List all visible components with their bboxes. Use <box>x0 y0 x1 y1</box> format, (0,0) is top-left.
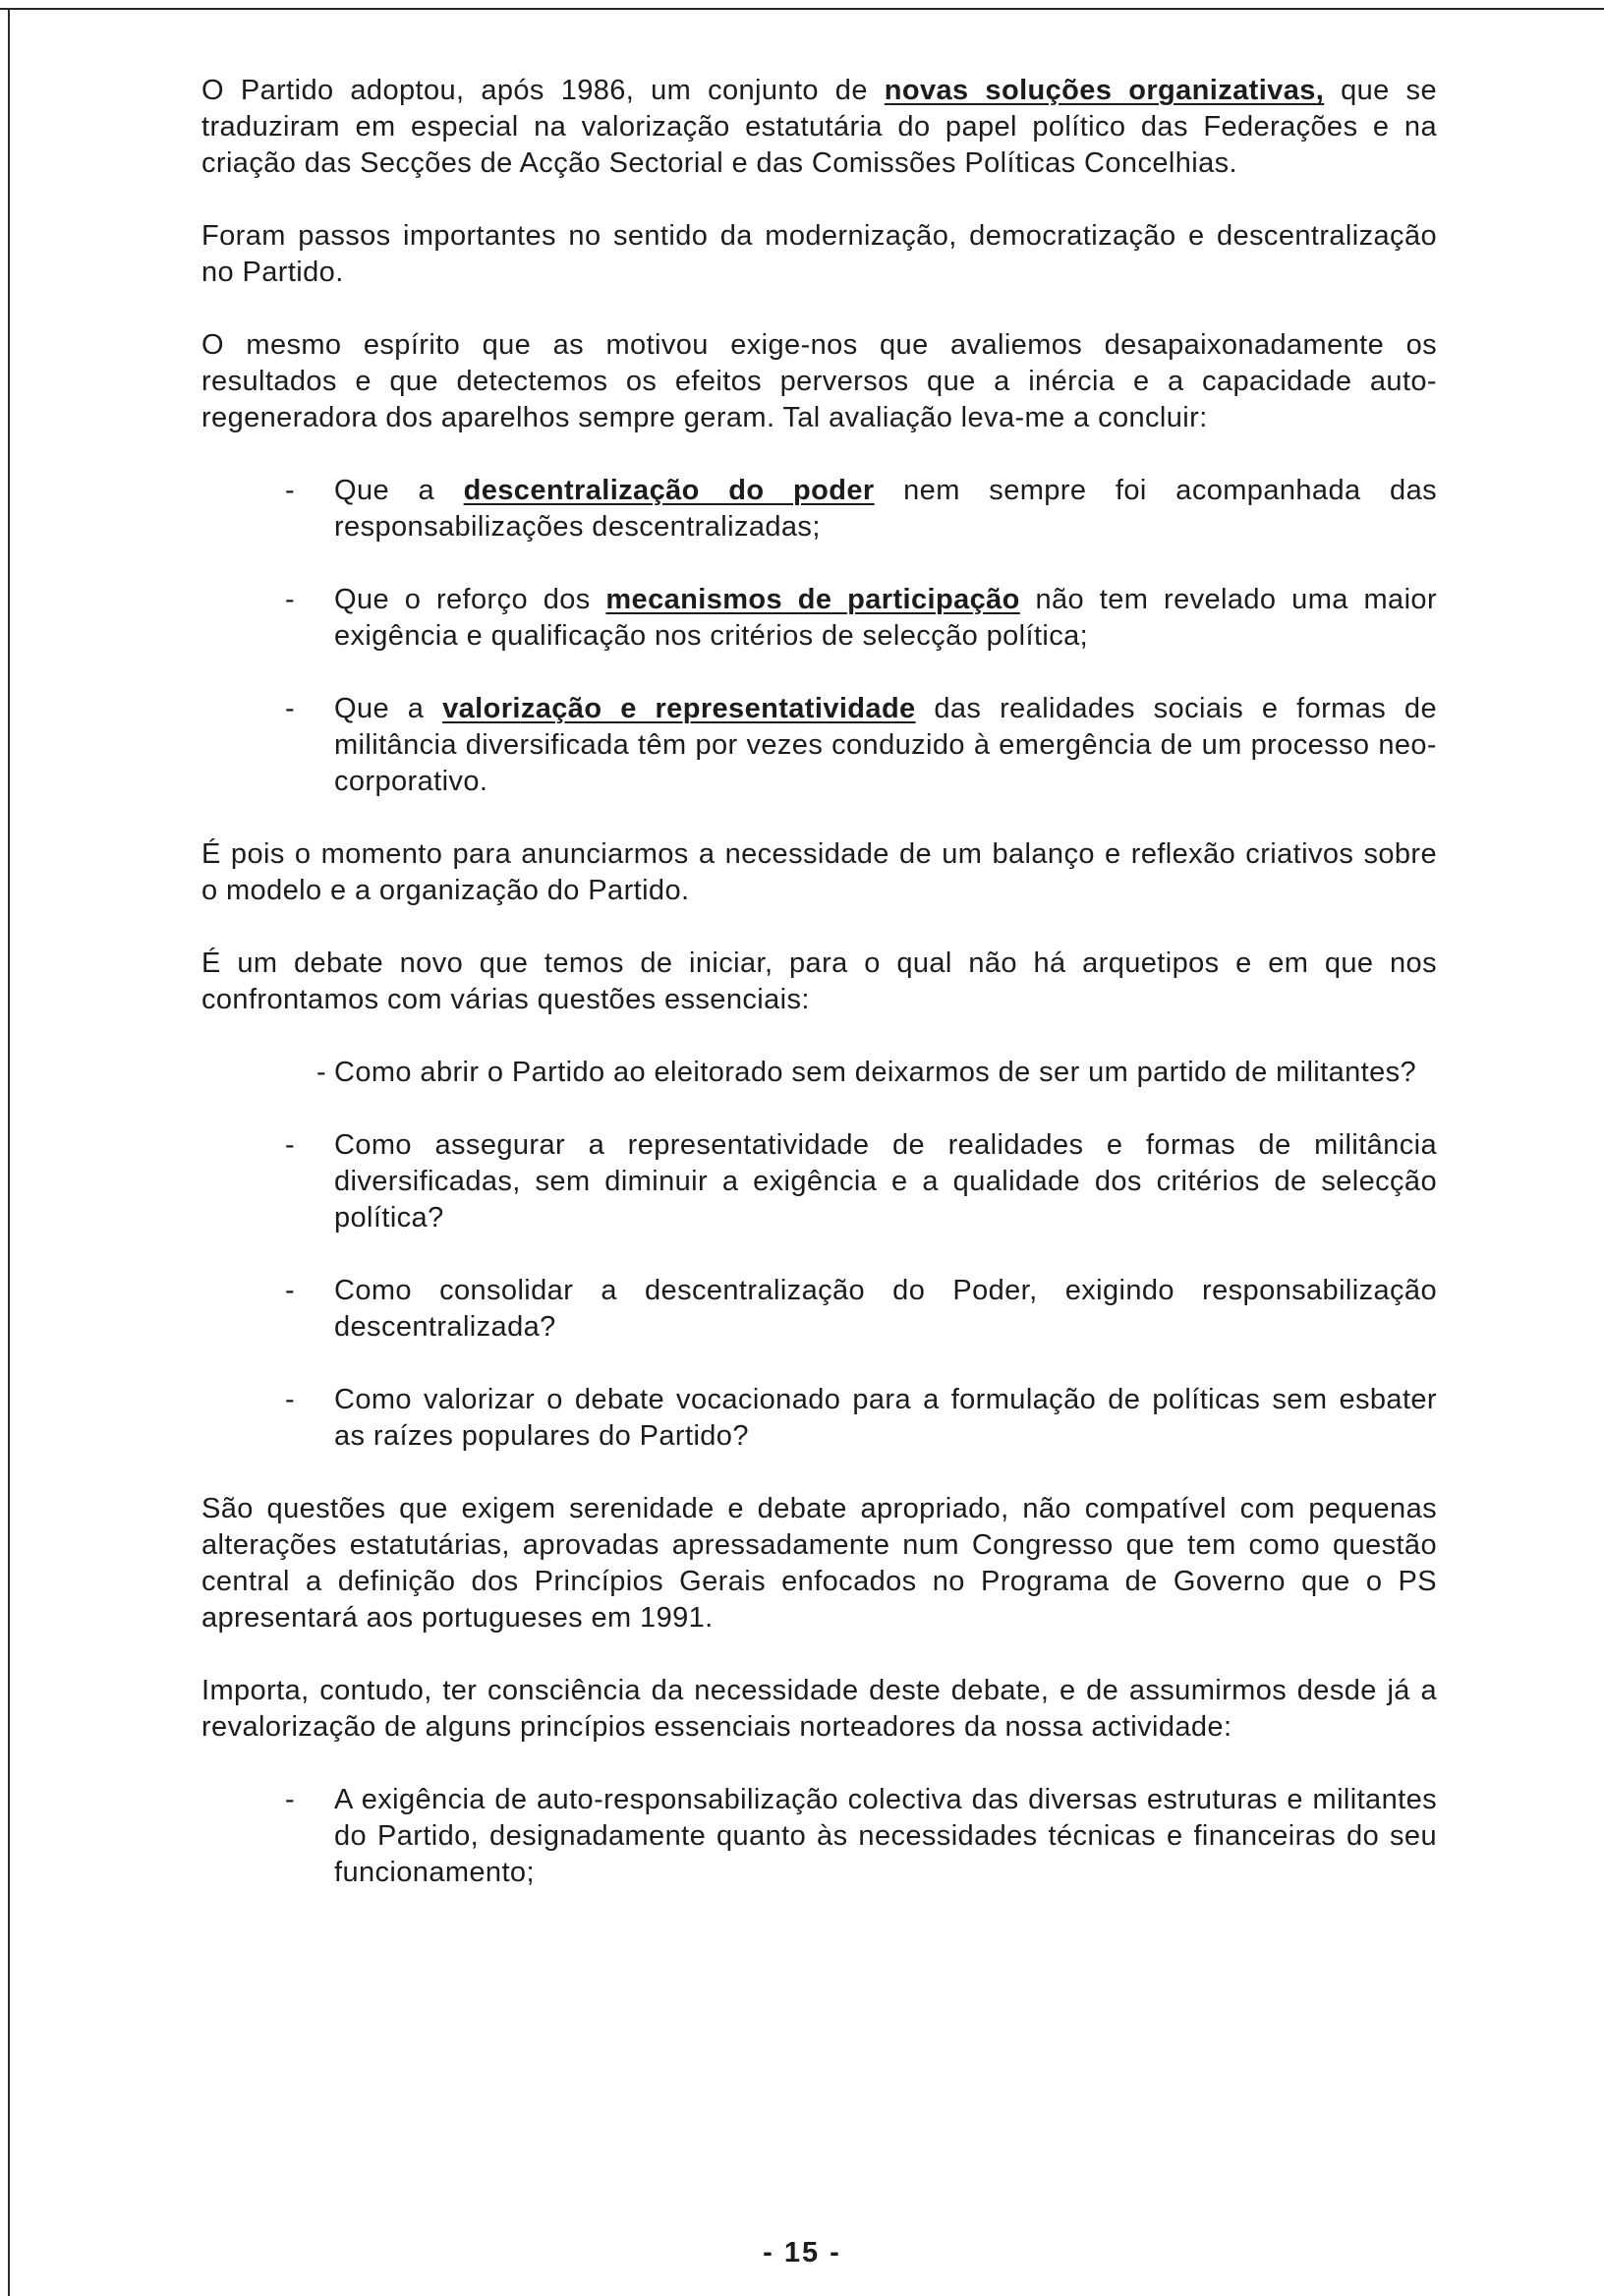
list-dash: - <box>285 1384 296 1415</box>
item-text: Como assegurar a representatividade de realidades e formas de militância diversificadas, sem diminuir a exigência e a qualidade dos critérios de selecção política? <box>334 1129 1437 1234</box>
list-item <box>201 1055 1437 1091</box>
item-text: Que a <box>334 475 464 506</box>
list-dash: - <box>316 1057 327 1088</box>
item-text: Que o reforço dos <box>334 584 606 615</box>
paragraph-text: que se traduziram em especial na valorização estatutária do papel político das Federações e na criação das Secções de Acção Sectorial e das Comissões Políticas Concelhias. <box>201 75 1437 179</box>
list-item <box>201 582 1437 655</box>
paragraph-important-steps: Foram passos importantes no sentido da modernização, democratização e descentralização no Partido. <box>201 220 1437 288</box>
list-dash: - <box>285 1275 296 1306</box>
emphasis-valorizacao: valorização e representatividade <box>442 693 916 724</box>
paragraph-text: O Partido adoptou, após 1986, um conjunto de <box>201 75 885 106</box>
list-item <box>201 473 1437 545</box>
item-text: Como abrir o Partido ao eleitorado sem deixarmos de ser um partido de militantes? <box>334 1057 1417 1088</box>
item-text: Como consolidar a descentralização do Poder, exigindo responsabilização descentralizada? <box>334 1275 1437 1343</box>
list-item <box>201 691 1437 800</box>
emphasis-mecanismos: mecanismos de participação <box>605 584 1020 615</box>
document-body <box>201 73 1437 1927</box>
item-text: não tem revelado uma maior exigência e qualificação nos critérios de selecção política; <box>334 584 1438 652</box>
item-text: nem sempre foi acompanhada das responsabilizações descentralizadas; <box>334 475 1437 543</box>
paragraph-importance: Importa, contudo, ter consciência da necessidade deste debate, e de assumirmos desde já a revalorização de alguns princípios essenciais norteadores da nossa actividade: <box>201 1675 1437 1743</box>
list-dash: - <box>285 1129 296 1161</box>
item-text: A exigência de auto-responsabilização colectiva das diversas estruturas e militantes do Partido, designadamente quanto às necessidades técnicas e financeiras do seu funcionamento; <box>334 1784 1437 1888</box>
paragraph-same-spirit: O mesmo espírito que as motivou exige-nos que avaliemos desapaixonadamente os resultados e que detectemos os efeitos perversos que a inércia e a capacidade auto-regeneradora dos aparelhos sempre geram. Tal avaliação leva-me a concluir: <box>201 329 1437 433</box>
list-dash: - <box>285 1784 296 1815</box>
list-dash: - <box>285 693 296 724</box>
item-text: Como valorizar o debate vocacionado para a formulação de políticas sem esbater as raízes populares do Partido? <box>334 1384 1437 1452</box>
page-border-left <box>8 8 10 2296</box>
paragraph-questions-serenity: São questões que exigem serenidade e debate apropriado, não compatível com pequenas alterações estatutárias, aprovadas apressadamente num Congresso que tem como questão central a definição dos Princípios Gerais enfocados no Programa de Governo que o PS apresentará aos portugueses em 1991. <box>201 1493 1437 1634</box>
principles-list <box>201 1782 1437 1891</box>
list-dash: - <box>285 584 296 615</box>
list-item <box>201 1782 1437 1891</box>
list-dash: - <box>285 475 296 506</box>
item-text: Que a <box>334 693 443 724</box>
item-text: das realidades sociais e formas de militância diversificada têm por vezes conduzido à emergência de um processo neo-corporativo. <box>334 693 1437 797</box>
emphasis-novas-solucoes: novas soluções organizativas, <box>884 75 1325 106</box>
list-item <box>201 1127 1437 1236</box>
paragraph-new-debate: É um debate novo que temos de iniciar, para o qual não há arquetipos e em que nos confrontamos com várias questões essenciais: <box>201 947 1437 1015</box>
page-number: - 15 - <box>763 2237 841 2268</box>
list-item <box>201 1273 1437 1346</box>
emphasis-descentralizacao: descentralização do poder <box>463 475 875 506</box>
questions-list <box>201 1055 1437 1455</box>
paragraph-organizational-solutions <box>201 73 1437 182</box>
list-item <box>201 1382 1437 1455</box>
conclusions-list <box>201 473 1437 800</box>
page-border-top <box>0 8 1604 10</box>
paragraph-moment: É pois o momento para anunciarmos a necessidade de um balanço e reflexão criativos sobre o modelo e a organização do Partido. <box>201 838 1437 906</box>
